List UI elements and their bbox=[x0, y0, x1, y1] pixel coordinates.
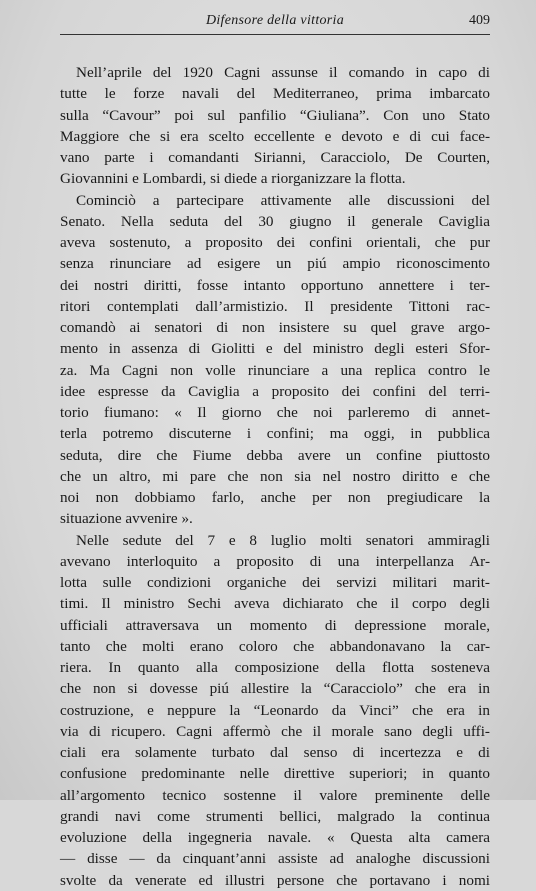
text-line: costruzione, e neppure la “Leonardo da Vinci” che era in bbox=[60, 701, 490, 719]
text-line: Cominciò a partecipare attivamente alle discussioni del bbox=[76, 191, 490, 209]
text-line: Giovannini e Lombardi, si diede a riorganizzare la flotta. bbox=[60, 170, 406, 188]
text-line: che non si dovesse piú allestire la “Caracciolo” che era in bbox=[60, 680, 490, 698]
text-line: Nell’aprile del 1920 Cagni assunse il comando in capo di bbox=[76, 64, 490, 81]
text-line: torio fiumano: « Il giorno che noi parleremo di annet- bbox=[60, 404, 490, 421]
text-line: via di ricupero. Cagni affermò che il morale sano degli uffi- bbox=[60, 722, 490, 740]
text-line: terla potremo discuterne i confini; ma oggi, in pubblica bbox=[60, 425, 490, 443]
text-line: ritori contemplati dall’armistizio. Il presidente Tittoni rac- bbox=[60, 297, 490, 315]
text-line: lotta sulle condizioni organiche dei servizi militari marit- bbox=[60, 574, 490, 591]
text-line: idee espresse da Caviglia a proposito dei confini del terri- bbox=[60, 382, 490, 400]
text-line: riera. In quanto alla composizione della flotta sosteneva bbox=[60, 659, 490, 676]
text-line: aveva sostenuto, a proposito dei confini orientali, che pur bbox=[60, 234, 490, 251]
text-line: vano parte i comandanti Sirianni, Caracciolo, De Courten, bbox=[60, 149, 490, 166]
text-line: sulla “Cavour” poi sul panfilio “Giuliana”. Con uno Stato bbox=[60, 106, 490, 124]
text-line: all’argomento tecnico sostenne il valore preminente delle bbox=[60, 786, 490, 804]
text-line: mento in assenza di Giolitti e del ministro degli esteri Sfor- bbox=[60, 340, 490, 358]
body-text bbox=[60, 62, 490, 891]
page-number: 409 bbox=[469, 13, 490, 28]
text-line: situazione avvenire ». bbox=[60, 510, 193, 528]
text-line: evoluzione della ingegneria navale. « Questa alta camera bbox=[60, 829, 490, 846]
text-line: seduta, dire che Fiume debba avere un confine piuttosto bbox=[60, 446, 490, 464]
text-line: grandi navi come strumenti bellici, malgrado la continua bbox=[60, 807, 490, 825]
text-line: ciali era solamente turbato dal senso di incertezza e di bbox=[60, 744, 490, 761]
text-line: Maggiore che si era scelto eccellente e devoto e di cui face- bbox=[60, 127, 490, 145]
text-line: za. Ma Cagni non volle rinunciare a una replica contro le bbox=[60, 361, 490, 379]
text-line: senza rinunciare ad esigere un piú ampio riconoscimento bbox=[60, 255, 490, 273]
text-line: Nelle sedute del 7 e 8 luglio molti senatori ammiragli bbox=[76, 531, 490, 549]
text-line: — disse — da cinquant’anni assiste ad analoghe discussioni bbox=[60, 850, 490, 868]
text-line: svolte da venerate ed illustri persone che portavano i nomi bbox=[60, 871, 490, 889]
page-header bbox=[60, 10, 490, 35]
text-line: confusione predominante nelle direttive superiori; in quanto bbox=[60, 765, 490, 783]
text-line: tanto che molti erano coloro che abbandonavano la car- bbox=[60, 637, 490, 655]
text-line: ufficiali attraversava un momento di depressione morale, bbox=[60, 616, 490, 634]
text-line: comandò ai senatori di non insistere su quel grave argo- bbox=[60, 319, 490, 336]
running-title: Difensore della vittoria bbox=[205, 13, 345, 28]
text-line: tutte le forze navali del Mediterraneo, prima imbarcato bbox=[60, 85, 490, 103]
text-line: dei nostri diritti, fosse intanto opportuno annettere i ter- bbox=[60, 276, 490, 294]
text-line: avevano interloquito a proposito di una interpellanza Ar- bbox=[60, 552, 490, 570]
text-line: Senato. Nella seduta del 30 giugno il generale Caviglia bbox=[60, 212, 490, 230]
text-line: che un altro, mi pare che non sia nel nostro diritto e che bbox=[60, 467, 490, 485]
text-line: noi non dobbiamo farlo, anche per non pregiudicare la bbox=[60, 489, 490, 506]
text-line: timi. Il ministro Sechi aveva dichiarato che il corpo degli bbox=[60, 595, 490, 613]
